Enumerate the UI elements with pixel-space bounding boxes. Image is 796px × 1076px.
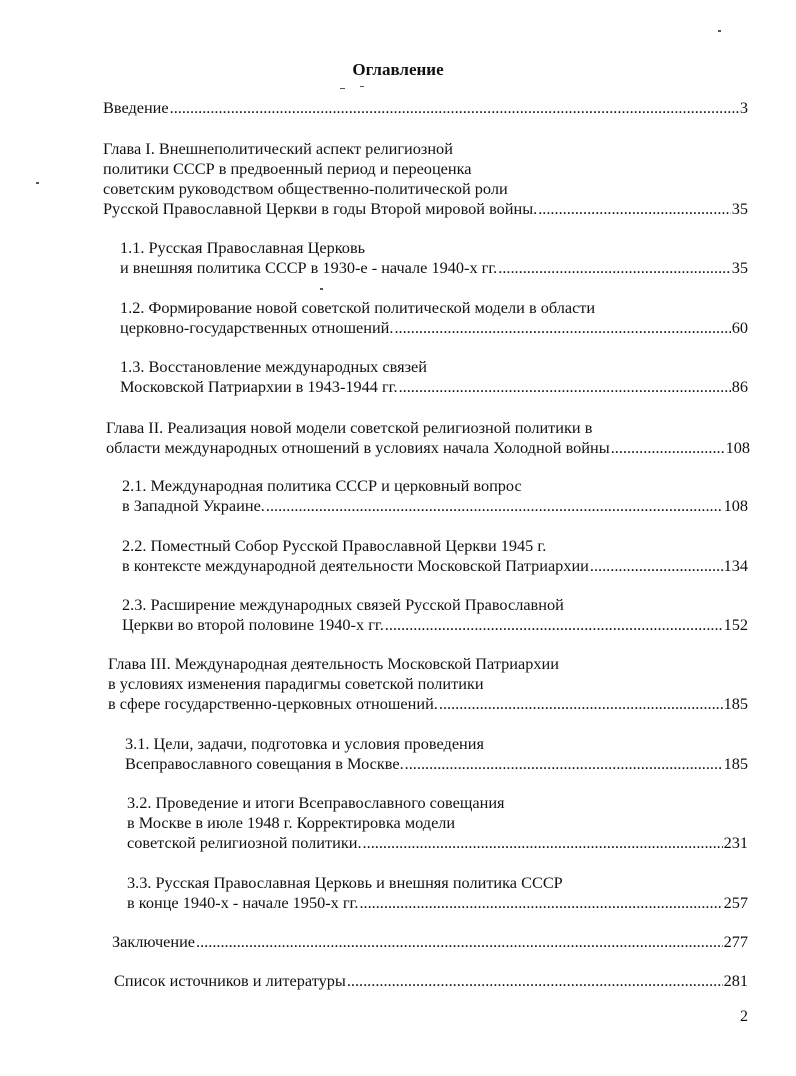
toc-heading: Оглавление (352, 60, 444, 79)
toc-leader-dots (498, 258, 730, 278)
toc-line (106, 438, 750, 458)
toc-entry-title: церковно-государственных отношений. (120, 318, 394, 337)
toc-entry-title: Глава III. Международная деятельность Московской Патриархии (108, 654, 559, 673)
toc-page-number: 134 (723, 556, 748, 575)
toc-entry-title: 3.1. Цели, задачи, подготовка и условия проведения (125, 734, 484, 753)
toc-page-number: 185 (723, 694, 748, 713)
toc-line (120, 357, 748, 377)
scan-speck (320, 288, 323, 290)
toc-page-number: 86 (731, 377, 748, 396)
toc-line (114, 971, 748, 991)
toc-line (122, 556, 748, 576)
toc-entry-introduction (103, 98, 748, 118)
toc-line (127, 893, 748, 913)
toc-entry-section-2-3 (122, 595, 748, 635)
toc-entry-section-3-1 (125, 734, 748, 774)
toc-page-number: 3 (739, 98, 748, 117)
toc-leader-dots (405, 754, 723, 774)
toc-entry-title: 2.2. Поместный Собор Русской Православной Церкви 1945 г. (122, 536, 547, 555)
toc-entry-title: Заключение (112, 932, 196, 951)
toc-entry-chapter-3 (108, 654, 748, 714)
toc-line (122, 615, 748, 635)
toc-entry-title: в условиях изменения парадигмы советской политики (108, 674, 484, 693)
toc-leader-dots (399, 377, 731, 397)
toc-line (127, 813, 748, 833)
toc-line (122, 496, 748, 516)
toc-entry-title: 1.1. Русская Православная Церковь (120, 238, 366, 257)
toc-entry-title: 2.1. Международная политика СССР и церковный вопрос (122, 476, 522, 495)
toc-line (120, 318, 748, 338)
toc-page-number: 35 (731, 258, 748, 277)
toc-line (127, 793, 748, 813)
toc-leader-dots (359, 893, 722, 913)
toc-page-number: 108 (723, 496, 748, 515)
scan-speck (36, 182, 39, 184)
toc-line (103, 98, 748, 118)
scan-speck (340, 88, 345, 89)
toc-entry-chapter-2 (106, 418, 750, 458)
toc-line (103, 179, 748, 199)
toc-line (120, 258, 748, 278)
toc-entry-title: советской религиозной политики. (127, 833, 362, 852)
toc-line (122, 595, 748, 615)
scan-speck (718, 30, 721, 32)
toc-line (108, 694, 748, 714)
toc-page-number: 231 (723, 833, 748, 852)
toc-entry-title: в конце 1940-х - начале 1950-х гг. (127, 893, 359, 912)
toc-line (108, 654, 748, 674)
toc-leader-dots (266, 496, 723, 516)
toc-line (120, 298, 748, 318)
toc-line (127, 873, 748, 893)
toc-line (125, 734, 748, 754)
toc-entry-title: 3.2. Проведение и итоги Всеправославного совещания (127, 793, 505, 812)
toc-entry-title: в контексте международной деятельности Московской Патриархии (122, 556, 589, 575)
page-number: 2 (740, 1008, 748, 1025)
toc-line (125, 754, 748, 774)
toc-leader-dots (590, 556, 723, 576)
toc-leader-dots (611, 438, 725, 458)
toc-leader-dots (439, 694, 723, 714)
toc-line (120, 377, 748, 397)
toc-entry-section-3-3 (127, 873, 748, 913)
toc-entry-title: в Западной Украине. (122, 496, 265, 515)
toc-entry-title: 1.2. Формирование новой советской политической модели в области (120, 298, 596, 317)
toc-line (112, 932, 748, 952)
toc-page-number: 35 (731, 199, 748, 218)
toc-line (106, 418, 750, 438)
toc-entry-title: Московской Патриархии в 1943-1944 гг. (120, 377, 398, 396)
toc-page-number: 281 (723, 971, 748, 990)
toc-entry-section-3-2 (127, 793, 748, 853)
toc-leader-dots (538, 199, 731, 219)
toc-page-number: 152 (723, 615, 748, 634)
toc-leader-dots (363, 833, 723, 853)
toc-leader-dots (196, 932, 723, 952)
toc-entry-title: 3.3. Русская Православная Церковь и внешняя политика СССР (127, 873, 563, 892)
toc-entry-title: Церкви во второй половине 1940-х гг. (122, 615, 384, 634)
toc-entry-title: советским руководством общественно-политической роли (103, 179, 508, 198)
toc-entry-title: в сфере государственно-церковных отношений. (108, 694, 438, 713)
toc-entry-title: Глава II. Реализация новой модели советской религиозной политики в (106, 418, 593, 437)
scan-speck (360, 86, 364, 87)
toc-entry-section-1-2 (120, 298, 748, 338)
toc-entry-title: Глава I. Внешнеполитический аспект религиозной (103, 139, 453, 158)
toc-leader-dots (347, 971, 723, 991)
toc-entry-title: Список источников и литературы (114, 971, 346, 990)
toc-line (103, 139, 748, 159)
toc-page-number: 60 (731, 318, 748, 337)
toc-line (103, 199, 748, 219)
toc-page-number: 277 (723, 932, 748, 951)
toc-entry-title: политики СССР в предвоенный период и переоценка (103, 159, 472, 178)
toc-entry-section-1-3 (120, 357, 748, 397)
toc-line (122, 536, 748, 556)
toc-entry-title: 2.3. Расширение международных связей Русской Православной (122, 595, 564, 614)
toc-leader-dots (385, 615, 723, 635)
toc-line (108, 674, 748, 694)
toc-line (127, 833, 748, 853)
toc-entry-title: Введение (103, 98, 169, 117)
toc-entry-title: Русской Православной Церкви в годы Второй мировой войны. (103, 199, 538, 218)
toc-page-number: 257 (723, 893, 748, 912)
toc-entry-title: Всеправославного совещания в Москве. (125, 754, 404, 773)
toc-leader-dots (394, 318, 730, 338)
toc-entry-bibliography (114, 971, 748, 991)
toc-page-number: 185 (723, 754, 748, 773)
toc-entry-chapter-1 (103, 139, 748, 219)
toc-entry-section-2-1 (122, 476, 748, 516)
toc-entry-title: в Москве в июле 1948 г. Корректировка модели (127, 813, 456, 832)
toc-entry-section-2-2 (122, 536, 748, 576)
toc-leader-dots (170, 98, 739, 118)
toc-entry-section-1-1 (120, 238, 748, 278)
toc-line (120, 238, 748, 258)
toc-line (103, 159, 748, 179)
toc-entry-title: и внешняя политика СССР в 1930-е - начале 1940-х гг. (120, 258, 498, 277)
toc-entry-title: области международных отношений в условиях начала Холодной войны (106, 438, 610, 457)
toc-entry-conclusion (112, 932, 748, 952)
toc-page-number: 108 (725, 438, 750, 457)
toc-entry-title: 1.3. Восстановление международных связей (120, 357, 427, 376)
toc-line (122, 476, 748, 496)
